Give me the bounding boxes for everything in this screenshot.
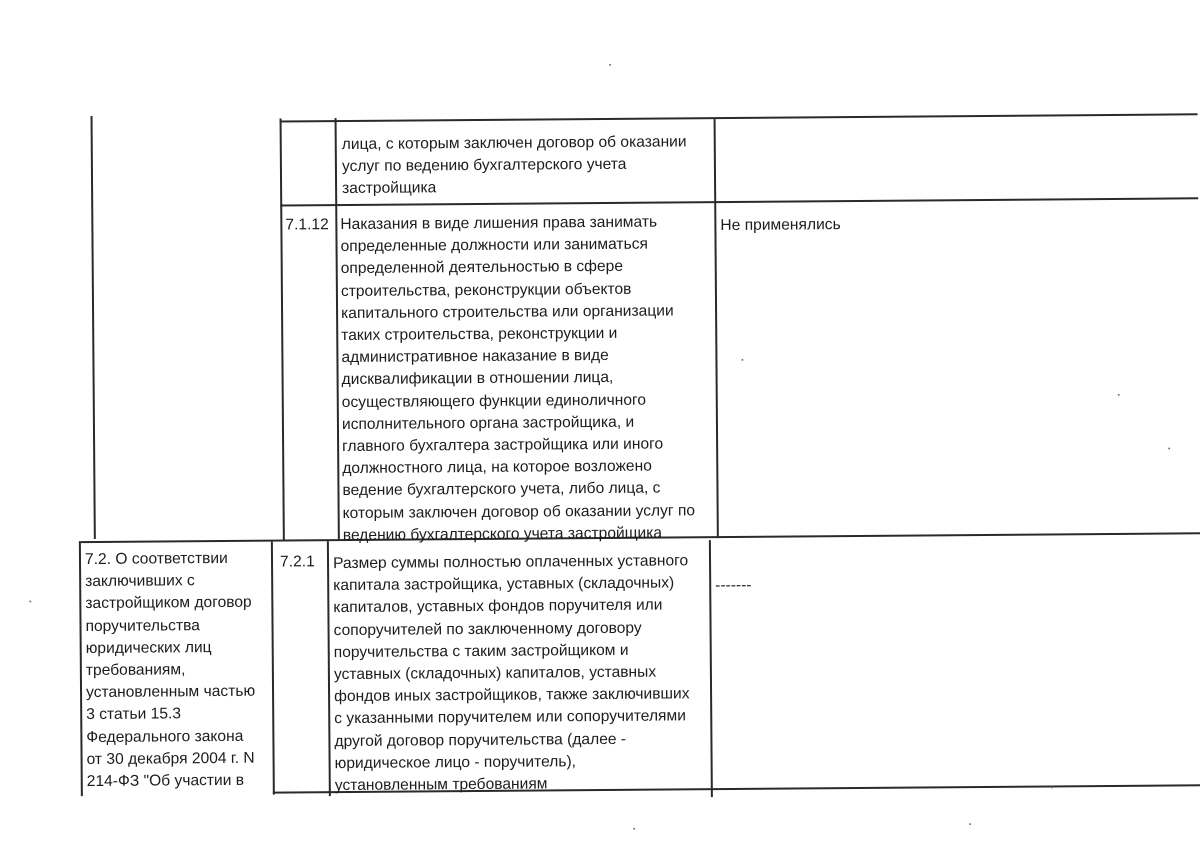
column-divider-2-lower (327, 541, 331, 796)
row-number-7-2-1: 7.2.1 (279, 553, 315, 571)
cell-value-7-2-1: ------- (715, 576, 752, 595)
scan-speck (969, 823, 971, 825)
column-divider-1 (280, 118, 285, 539)
scan-speck (29, 600, 31, 602)
scan-speck (1118, 394, 1120, 396)
cell-description-continued: лица, с которым заключен договор об оказании услуг по ведению бухгалтерского учета застройщика (341, 133, 687, 198)
cell-description-7-2-1: Размер суммы полностью оплаченных уставного капитала застройщика, уставных (складочных) капиталов, уставных фондов поручителя или сопоручителей по заключенному договору поручительства с таким застройщиком и уставных (складочных) капиталов, уставных фондов иных застройщиков, также заключивших с указанными поручителем или сопоручителями другой договор поручительства (далее - юридическое лицо - поручитель), установленным требованиям (332, 552, 690, 795)
scan-speck (609, 64, 611, 66)
cell-value-continued (720, 127, 1190, 131)
row-number-7-1-12: 7.1.12 (285, 216, 329, 234)
row-divider-top (280, 113, 1198, 122)
scan-speck (633, 828, 635, 830)
cell-description-7-1-12: Наказания в виде лишения права занимать определенные должности или заниматься определенной деятельностью в сфере строительства, реконструкции объектов капитального строительства или организации таких строительства, реконструкции и административное наказание в виде дисквалификации в отношении лица, осуществляющего функции единоличного исполнительного органа застройщика, и главного бухгалтера застройщика или иного должностного лица, на которое возложено ведение бухгалтерского учета, либо лица, с которым заключен договор об оказании услуг по ведению бухгалтерского учета застройщика (340, 213, 696, 544)
table-grid (0, 0, 1197, 5)
scan-specks (0, 0, 1197, 5)
scan-speck (1051, 786, 1053, 788)
column-divider-3-lower (709, 540, 713, 797)
cell-value-7-1-12: Не применялись (720, 216, 841, 235)
table-border-left (91, 116, 96, 539)
column-divider-2 (335, 118, 340, 539)
scan-speck (741, 359, 743, 361)
section-title-7-2: 7.2. О соответствии заключивших с застройщиком договор поручительства юридических лиц требованиям, установленным частью 3 статьи 15.3 Федерального закона от 30 декабря 2004 г. N 214-ФЗ "Об участии в (84, 549, 256, 791)
scan-speck (1168, 448, 1170, 450)
column-divider-1-lower (271, 542, 275, 795)
table-border-left-lower (79, 541, 83, 796)
